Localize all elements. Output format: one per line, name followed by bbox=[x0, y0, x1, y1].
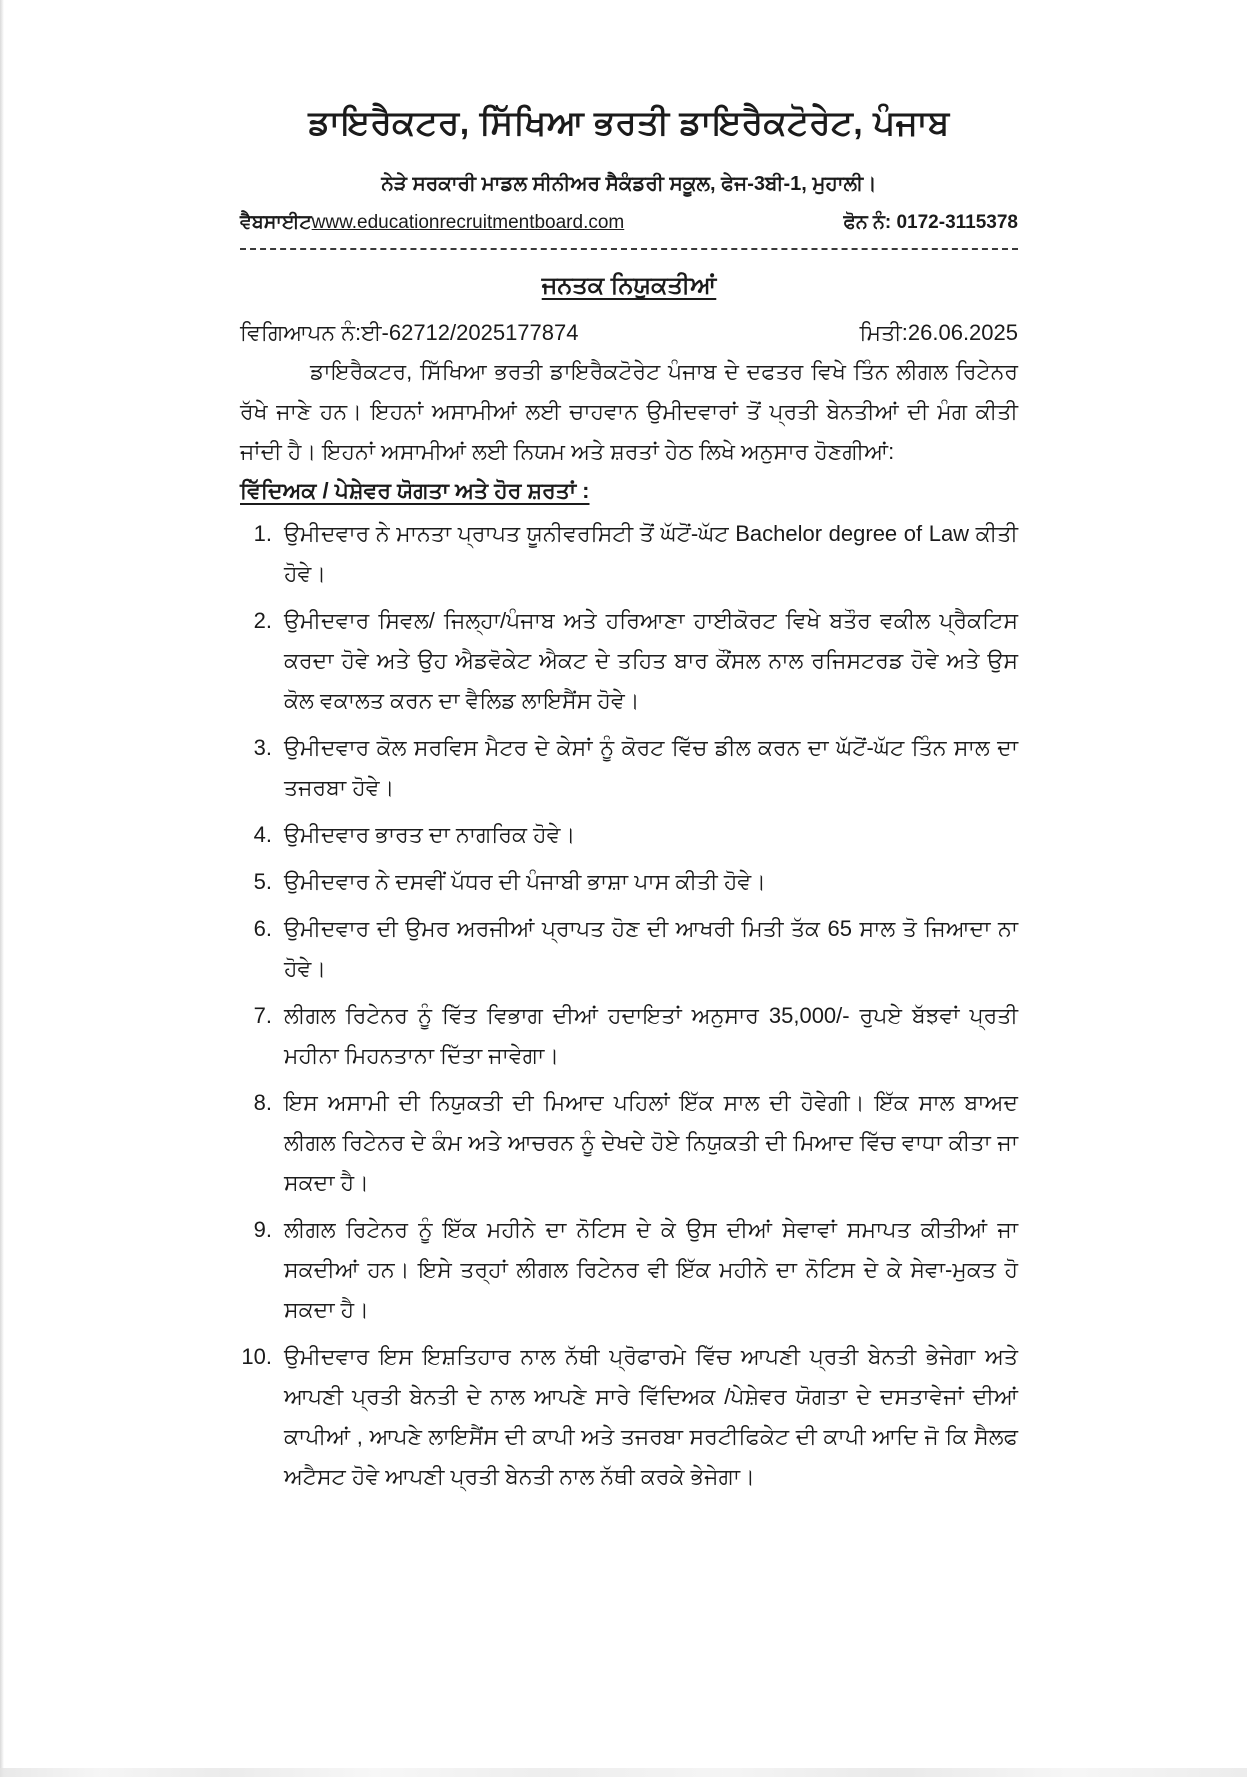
intro-paragraph: ਡਾਇਰੈਕਟਰ, ਸਿੱਖਿਆ ਭਰਤੀ ਡਾਇਰੈਕਟੋਰੇਟ ਪੰਜਾਬ ਦੇ ਦਫਤਰ ਵਿਖੇ ਤਿੰਨ ਲੀਗਲ ਰਿਟੇਨਰ ਰੱਖੇ ਜਾਣੇ ਹਨ। ਇਹਨਾਂ ਅਸਾਮੀਆਂ ਲਈ ਚਾਹਵਾਨ ਉਮੀਦਵਾਰਾਂ ਤੋਂ ਪ੍ਰਤੀ ਬੇਨਤੀਆਂ ਦੀ ਮੰਗ ਕੀਤੀ ਜਾਂਦੀ ਹੈ। ਇਹਨਾਂ ਅਸਾਮੀਆਂ ਲਈ ਨਿਯਮ ਅਤੇ ਸ਼ਰਤਾਂ ਹੇਠ ਲਿਖੇ ਅਨੁਸਾਰ ਹੋਣਗੀਆਂ: bbox=[240, 359, 1018, 464]
condition-number: 7. bbox=[253, 1003, 272, 1028]
notice-title: ਜਨਤਕ ਨਿਯੁਕਤੀਆਂ bbox=[541, 272, 717, 299]
condition-text: ਲੀਗਲ ਰਿਟੇਨਰ ਨੂੰ ਵਿੱਤ ਵਿਭਾਗ ਦੀਆਂ ਹਦਾਇਤਾਂ ਅਨੁਸਾਰ 35,000/- ਰੁਪਏ ਬੱਝਵਾਂ ਪ੍ਰਤੀ ਮਹੀਨਾ ਮਿਹਨਤਾਨਾ ਦਿੱਤਾ ਜਾਵੇਗਾ। bbox=[284, 1003, 1018, 1068]
condition-number: 9. bbox=[253, 1217, 272, 1242]
department-address: ਨੇੜੇ ਸਰਕਾਰੀ ਮਾਡਲ ਸੀਨੀਅਰ ਸੈਕੰਡਰੀ ਸਕੂਲ, ਫੇਜ-3ਬੀ-1, ਮੁਹਾਲੀ। bbox=[381, 173, 877, 195]
contact-row bbox=[240, 212, 1018, 234]
condition-item bbox=[240, 1337, 1018, 1497]
website-url: www.educationrecruitmentboard.com bbox=[311, 212, 625, 233]
website-label: ਵੈਬਸਾਈਟ bbox=[240, 212, 312, 233]
condition-item bbox=[240, 728, 1018, 808]
condition-number: 8. bbox=[253, 1090, 272, 1115]
condition-item bbox=[240, 514, 1018, 594]
condition-item bbox=[240, 1210, 1018, 1330]
condition-text: ਉਮੀਦਵਾਰ ਇਸ ਇਸ਼ਤਿਹਾਰ ਨਾਲ ਨੱਥੀ ਪ੍ਰੋਫਾਰਮੇ ਵਿੱਚ ਆਪਣੀ ਪ੍ਰਤੀ ਬੇਨਤੀ ਭੇਜੇਗਾ ਅਤੇ ਆਪਣੀ ਪ੍ਰਤੀ ਬੇਨਤੀ ਦੇ ਨਾਲ ਆਪਣੇ ਸਾਰੇ ਵਿੱਦਿਅਕ /ਪੇਸ਼ੇਵਰ ਯੋਗਤਾ ਦੇ ਦਸਤਾਵੇਜਾਂ ਦੀਆਂ ਕਾਪੀਆਂ , ਆਪਣੇ ਲਾਇਸੈਂਸ ਦੀ ਕਾਪੀ ਅਤੇ ਤਜਰਬਾ ਸਰਟੀਫਿਕੇਟ ਦੀ ਕਾਪੀ ਆਦਿ ਜੋ ਕਿ ਸੈਲਫ ਅਟੈਸਟ ਹੋਵੇ ਆਪਣੀ ਪ੍ਰਤੀ ਬੇਨਤੀ ਨਾਲ ਨੱਥੀ ਕਰਕੇ ਭੇਜੇਗਾ। bbox=[284, 1344, 1018, 1489]
condition-text: ਉਮੀਦਵਾਰ ਨੇ ਮਾਨਤਾ ਪ੍ਰਾਪਤ ਯੂਨੀਵਰਸਿਟੀ ਤੋਂ ਘੱਟੋਂ-ਘੱਟ Bachelor degree of Law ਕੀਤੀ ਹੋਵੇ। bbox=[284, 521, 1018, 586]
condition-text: ਉਮੀਦਵਾਰ ਭਾਰਤ ਦਾ ਨਾਗਰਿਕ ਹੋਵੇ। bbox=[284, 822, 576, 847]
phone-number: ਫੋਨ ਨੰ: 0172-3115378 bbox=[843, 212, 1018, 233]
condition-text: ਇਸ ਅਸਾਮੀ ਦੀ ਨਿਯੁਕਤੀ ਦੀ ਮਿਆਦ ਪਹਿਲਾਂ ਇੱਕ ਸਾਲ ਦੀ ਹੋਵੇਗੀ। ਇੱਕ ਸਾਲ ਬਾਅਦ ਲੀਗਲ ਰਿਟੇਨਰ ਦੇ ਕੰਮ ਅਤੇ ਆਚਰਨ ਨੂੰ ਦੇਖਦੇ ਹੋਏ ਨਿਯੁਕਤੀ ਦੀ ਮਿਆਦ ਵਿੱਚ ਵਾਧਾ ਕੀਤਾ ਜਾ ਸਕਦਾ ਹੈ। bbox=[284, 1090, 1018, 1195]
condition-number: 5. bbox=[253, 869, 272, 894]
condition-number: 10. bbox=[241, 1344, 272, 1369]
dashed-separator bbox=[240, 248, 1018, 250]
condition-number: 4. bbox=[253, 822, 272, 847]
section-heading: ਵਿੱਦਿਅਕ / ਪੇਸ਼ੇਵਰ ਯੋਗਤਾ ਅਤੇ ਹੋਰ ਸ਼ਰਤਾਂ : bbox=[240, 478, 590, 503]
condition-item bbox=[240, 862, 1018, 902]
condition-number: 6. bbox=[253, 916, 272, 941]
website-line bbox=[240, 212, 624, 234]
condition-item bbox=[240, 996, 1018, 1076]
condition-text: ਉਮੀਦਵਾਰ ਕੋਲ ਸਰਵਿਸ ਮੈਟਰ ਦੇ ਕੇਸਾਂ ਨੂੰ ਕੋਰਟ ਵਿੱਚ ਡੀਲ ਕਰਨ ਦਾ ਘੱਟੋਂ-ਘੱਟ ਤਿੰਨ ਸਾਲ ਦਾ ਤਜਰਬਾ ਹੋਵੇ। bbox=[284, 735, 1018, 800]
scan-artifact-left-edge bbox=[0, 0, 4, 1777]
conditions-list bbox=[240, 514, 1018, 1497]
department-title: ਡਾਇਰੈਕਟਰ, ਸਿੱਖਿਆ ਭਰਤੀ ਡਾਇਰੈਕਟੋਰੇਟ, ਪੰਜਾਬ bbox=[308, 104, 950, 142]
condition-item bbox=[240, 909, 1018, 989]
condition-number: 1. bbox=[253, 521, 272, 546]
advertisement-number: ਵਿਗਿਆਪਨ ਨੰ:ਈ-62712/2025177874 bbox=[240, 320, 579, 345]
condition-item bbox=[240, 601, 1018, 721]
condition-number: 3. bbox=[253, 735, 272, 760]
scan-artifact-bottom-edge bbox=[0, 1768, 1247, 1777]
condition-text: ਉਮੀਦਵਾਰ ਨੇ ਦਸਵੀਂ ਪੱਧਰ ਦੀ ਪੰਜਾਬੀ ਭਾਸ਼ਾ ਪਾਸ ਕੀਤੀ ਹੋਵੇ। bbox=[284, 869, 767, 894]
condition-text: ਉਮੀਦਵਾਰ ਸਿਵਲ/ ਜਿਲ੍ਹਾ/ਪੰਜਾਬ ਅਤੇ ਹਰਿਆਣਾ ਹਾਈਕੋਰਟ ਵਿਖੇ ਬਤੌਰ ਵਕੀਲ ਪ੍ਰੈਕਟਿਸ ਕਰਦਾ ਹੋਵੇ ਅਤੇ ਉਹ ਐਡਵੋਕੇਟ ਐਕਟ ਦੇ ਤਹਿਤ ਬਾਰ ਕੌਂਸਲ ਨਾਲ ਰਜਿਸਟਰਡ ਹੋਵੇ ਅਤੇ ਉਸ ਕੋਲ ਵਕਾਲਤ ਕਰਨ ਦਾ ਵੈਲਿਡ ਲਾਇਸੈਂਸ ਹੋਵੇ। bbox=[284, 608, 1018, 713]
condition-item bbox=[240, 1083, 1018, 1203]
condition-text: ਉਮੀਦਵਾਰ ਦੀ ਉਮਰ ਅਰਜੀਆਂ ਪ੍ਰਾਪਤ ਹੋਣ ਦੀ ਆਖਰੀ ਮਿਤੀ ਤੱਕ 65 ਸਾਲ ਤੋ ਜਿਆਦਾ ਨਾ ਹੋਵੇ। bbox=[284, 916, 1018, 981]
notice-date: ਮਿਤੀ:26.06.2025 bbox=[859, 320, 1018, 345]
reference-row bbox=[240, 320, 1018, 346]
condition-item bbox=[240, 815, 1018, 855]
condition-number: 2. bbox=[253, 608, 272, 633]
condition-text: ਲੀਗਲ ਰਿਟੇਨਰ ਨੂੰ ਇੱਕ ਮਹੀਨੇ ਦਾ ਨੋਟਿਸ ਦੇ ਕੇ ਉਸ ਦੀਆਂ ਸੇਵਾਵਾਂ ਸਮਾਪਤ ਕੀਤੀਆਂ ਜਾ ਸਕਦੀਆਂ ਹਨ। ਇਸੇ ਤਰ੍ਹਾਂ ਲੀਗਲ ਰਿਟੇਨਰ ਵੀ ਇੱਕ ਮਹੀਨੇ ਦਾ ਨੋਟਿਸ ਦੇ ਕੇ ਸੇਵਾ-ਮੁਕਤ ਹੋ ਸਕਦਾ ਹੈ। bbox=[284, 1217, 1018, 1322]
